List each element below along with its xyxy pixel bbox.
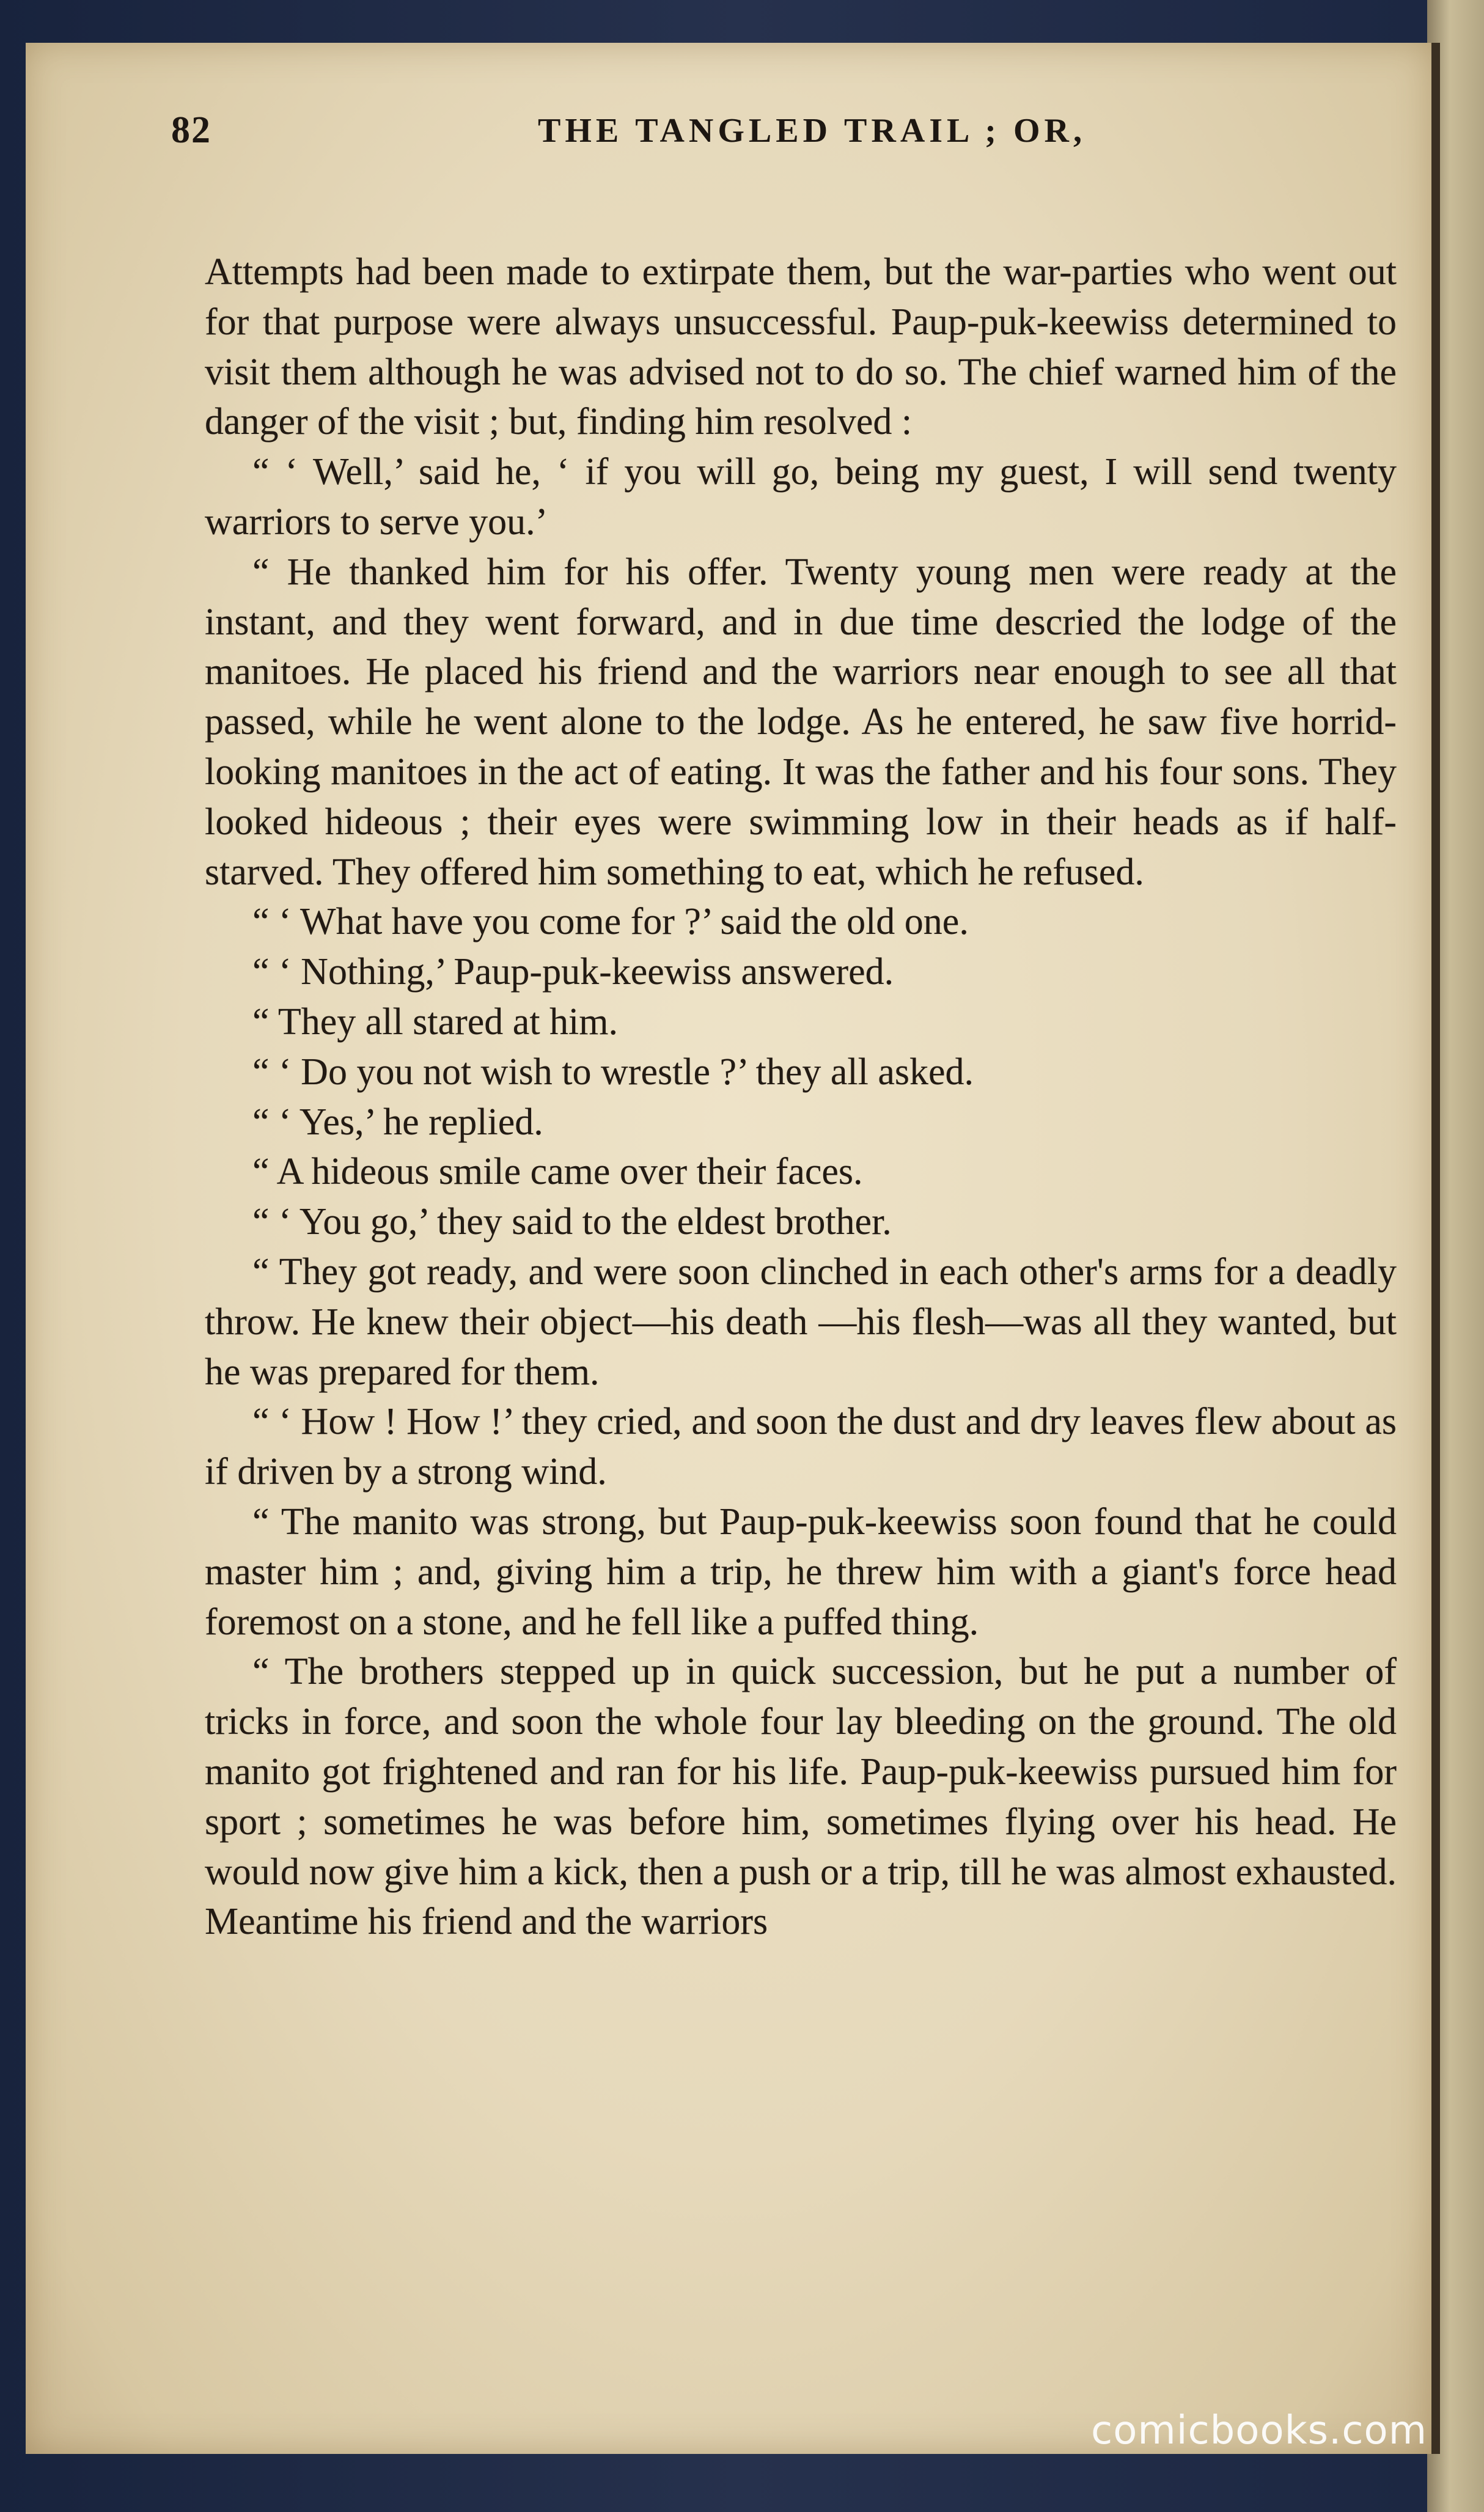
paragraph: “ The brothers stepped up in quick succession, but he put a number of tricks in force, and soon the whole four lay bleeding on the ground. The old manito got frightened and ran for his life. Paup-puk-keewiss pursued him for sport ; sometimes he was before him, sometimes flying over his head. He would now give him a kick, then a push or a trip, till he was almost exhausted. Meantime his friend and the warriors	[205, 1651, 1397, 1943]
running-title: THE TANGLED TRAIL ; OR,	[538, 112, 1086, 150]
page-number: 82	[171, 109, 211, 151]
body-text	[205, 248, 1397, 1947]
paragraph: “ ‘ Nothing,’ Paup-puk-keewiss answered.	[252, 951, 894, 993]
paragraph: “ ‘ Do you not wish to wrestle ?’ they all asked.	[252, 1051, 974, 1093]
paragraph: “ ‘ How ! How !’ they cried, and soon the dust and dry leaves flew about as if driven by a strong wind.	[205, 1401, 1397, 1493]
paragraph: “ ‘ Yes,’ he replied.	[252, 1101, 543, 1143]
paragraph: Attempts had been made to extirpate them, but the war-parties who went out for that purpose were always unsuccessful. Paup-puk-keewiss determined to visit them although he was advised not to do so. The chief warned him of the danger of the visit ; but, finding him resolved :	[205, 251, 1397, 443]
paragraph: “ ‘ You go,’ they said to the eldest brother.	[252, 1201, 892, 1243]
paragraph: “ They all stared at him.	[252, 1001, 618, 1043]
paragraph: “ He thanked him for his offer. Twenty young men were ready at the instant, and they went forward, and in due time descried the lodge of the manitoes. He placed his friend and the warriors near enough to see all that passed, while he went alone to the lodge. As he entered, he saw five horrid-looking manitoes in the act of eating. It was the father and his four sons. They looked hideous ; their eyes were swimming low in their heads as if half-starved. They offered him something to eat, which he refused.	[205, 551, 1397, 893]
paragraph: “ They got ready, and were soon clinched in each other's arms for a deadly throw. He knew their object—his death —his flesh—was all they wanted, but he was prepared for them.	[205, 1250, 1397, 1393]
paragraph: “ A hideous smile came over their faces.	[252, 1151, 863, 1193]
paragraph: “ ‘ What have you come for ?’ said the old one.	[252, 901, 969, 943]
paragraph: “ ‘ Well,’ said he, ‘ if you will go, being my guest, I will send twenty warriors to serve you.’	[205, 451, 1397, 543]
running-head	[171, 103, 1424, 164]
watermark: comicbooks.com	[1091, 2408, 1428, 2453]
paragraph: “ The manito was strong, but Paup-puk-keewiss soon found that he could master him ; and, giving him a trip, he threw him with a giant's force head foremost on a stone, and he fell like a puffed thing.	[205, 1500, 1397, 1643]
